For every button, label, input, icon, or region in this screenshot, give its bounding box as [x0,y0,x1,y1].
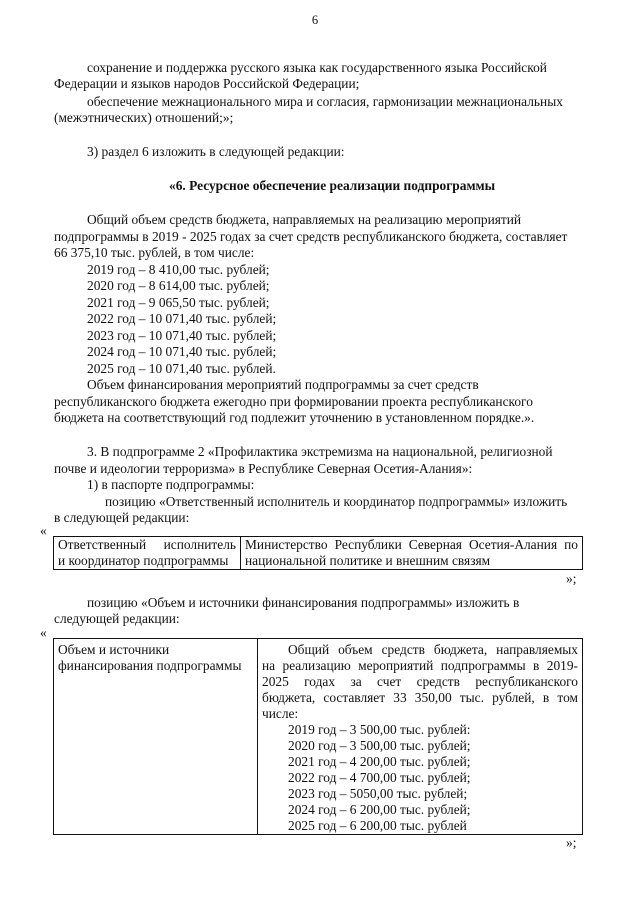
text-line: следующей редакции: [54,611,180,626]
table-cell-value [258,639,583,835]
text-line: (межэтнических) отношений;»; [54,110,234,125]
table-cell-value [241,537,583,570]
table-cell-label [54,639,258,835]
text-line: 3. В подпрограмме 2 «Профилактика экстремизма на национальной, религиозной [87,444,553,459]
text-line: Общий объем средств бюджета, направляемых на реализацию мероприятий [87,212,522,227]
table-cell-label [54,537,241,570]
cell-line: и координатор подпрограммы [58,553,229,568]
cell-line: 2025 годах за счет средств республиканского [262,674,578,689]
page-number: 6 [311,13,319,27]
year-line: 2024 год – 6 200,00 тыс. рублей; [288,802,471,817]
section-heading: «6. Ресурсное обеспечение реализации подпрограммы [169,178,496,193]
financing-table [53,638,583,835]
year-line: 2021 год – 4 200,00 тыс. рублей; [288,754,471,769]
year-line: 2022 год – 10 071,40 тыс. рублей; [87,311,277,326]
text-line: позицию «Ответственный исполнитель и координатор подпрограммы» изложить [105,494,568,509]
text-line: в следующей редакции: [54,510,190,525]
year-line: 2019 год – 8 410,00 тыс. рублей; [87,262,270,277]
year-line: 2025 год – 10 071,40 тыс. рублей. [87,361,276,376]
item-3: 3) раздел 6 изложить в следующей редакции: [87,144,345,159]
text-line: Объем финансирования мероприятий подпрограммы за счет средств [87,377,479,392]
year-line: 2021 год – 9 065,50 тыс. рублей; [87,295,270,310]
year-line: 2023 год – 10 071,40 тыс. рублей; [87,328,277,343]
cell-line: Общий объем средств бюджета, направляемых [288,642,578,657]
year-line: 2023 год – 5050,00 тыс. рублей; [288,786,468,801]
cell-line: на реализацию мероприятий подпрограммы в 2019- [262,658,578,673]
responsible-executor-table [53,536,583,570]
text-line: подпрограммы в 2019 - 2025 годах за счет средств республиканского бюджета, составляет [54,229,568,244]
year-line: 2020 год – 8 614,00 тыс. рублей; [87,278,270,293]
cell-line: Ответственный исполнитель [58,537,236,552]
text-line: бюджета на соответствующий год подлежит уточнению в установленном порядке.». [54,410,535,425]
year-line: 2019 год – 3 500,00 тыс. рублей: [288,722,471,737]
close-quote: »; [566,835,577,850]
text-line: Федерации и языков народов Российской Федерации; [54,76,360,91]
text-line: почве и идеологии терроризма» в Республике Северная Осетия-Алания»: [54,461,473,476]
text-line: сохранение и поддержка русского языка как государственного языка Российской [87,60,547,75]
year-line: 2020 год – 3 500,00 тыс. рублей; [288,738,471,753]
cell-line: национальной политике и внешним связям [245,553,491,568]
cell-line: Министерство Республики Северная Осетия-Алания по [245,537,578,552]
cell-line: Объем и источники [58,642,170,657]
year-line: 2024 год – 10 071,40 тыс. рублей; [87,344,277,359]
text-line: 1) в паспорте подпрограммы: [87,477,255,492]
year-line: 2025 год – 6 200,00 тыс. рублей [288,818,467,833]
close-quote: »; [566,571,577,586]
cell-line: финансирования подпрограммы [58,658,242,673]
open-quote: « [40,625,47,640]
cell-line: числе: [262,706,299,721]
text-line: позицию «Объем и источники финансирования подпрограммы» изложить в [87,595,520,610]
text-line: обеспечение межнационального мира и согласия, гармонизации межнациональных [87,94,563,109]
open-quote: « [40,523,47,538]
text-line: республиканского бюджета ежегодно при формировании проекта республиканского [54,394,533,409]
text-line: 66 375,10 тыс. рублей, в том числе: [54,245,255,260]
cell-line: бюджета, составляет 33 350,00 тыс. рублей, в том [262,690,578,705]
year-line: 2022 год – 4 700,00 тыс. рублей; [288,770,471,785]
